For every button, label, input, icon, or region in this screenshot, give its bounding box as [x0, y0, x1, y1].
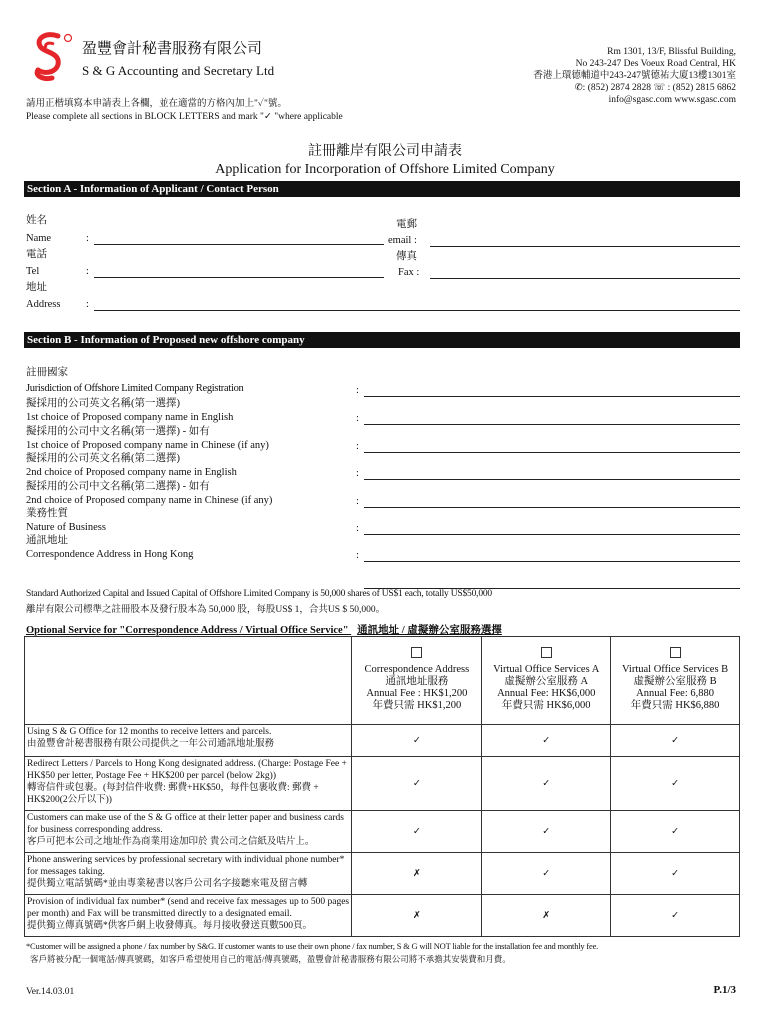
nature-label-cn: 業務性質: [26, 508, 68, 519]
vo-a-col-title-en: Virtual Office Services A: [493, 664, 600, 675]
service-row-cn: 客戶可把本公司之地址作為商業用途加印於 貴公司之信紙及咭片上。: [27, 837, 315, 847]
name-colon: :: [86, 233, 89, 244]
corr-col-fee-cn: 年費只需 HK$1,200: [372, 700, 462, 711]
service-row-desc: [25, 895, 352, 937]
second-en-name-colon: :: [356, 468, 359, 479]
optional-service-heading-en: Optional Service for "Correspondence Address / Virtual Office Service": [26, 625, 349, 636]
service-row-cn: 轉寄信件或包裹。(每封信件收費: 郵費+HK$50，每件包裹收費: 郵費 + HK$200(2公斤以下)): [27, 783, 319, 805]
tick-icon: ✓: [611, 853, 740, 895]
first-en-name-label: 1st choice of Proposed company name in English: [26, 412, 234, 423]
service-col-vo-a: [482, 637, 611, 725]
email-web: info@sgasc.com www.sgasc.com: [608, 95, 736, 105]
tel-field[interactable]: [94, 277, 384, 278]
vo-b-col-fee-en: Annual Fee: 6,880: [636, 688, 714, 699]
service-row: [25, 725, 740, 757]
address-label: Address: [26, 299, 61, 310]
second-en-name-field[interactable]: [364, 479, 740, 480]
vo-a-col-fee-en: Annual Fee: HK$6,000: [497, 688, 596, 699]
page-number: P.1/3: [713, 984, 736, 996]
jurisdiction-label: Jurisdiction of Offshore Limited Company Registration: [26, 383, 244, 394]
address-label-cn: 地址: [26, 282, 47, 293]
jurisdiction-colon: :: [356, 385, 359, 396]
tick-icon: ✓: [611, 757, 740, 811]
footnote-cn: 客戶將被分配一個電話/傳真號碼，如客戶希望使用自己的電話/傳真號碼，盈豐會計秘書服務有限公司將不承擔其安裝費和月費。: [30, 954, 511, 964]
form-title-cn: 註冊離岸有限公司申請表: [308, 144, 462, 159]
section-b-heading: Section B - Information of Proposed new offshore company: [24, 332, 740, 348]
corr-col-title-cn: 通訊地址服務: [385, 676, 449, 687]
fax-field[interactable]: [430, 278, 740, 279]
corr-checkbox[interactable]: [411, 647, 422, 658]
service-row-en: Provision of individual fax number* (send and receive fax messages up to 500 pages per month) and Fax will be transmitted directly to a designated email.: [27, 897, 350, 919]
corr-address-field[interactable]: [364, 561, 740, 562]
email-field[interactable]: [430, 246, 740, 247]
vo-b-col-title-en: Virtual Office Services B: [621, 664, 729, 675]
name-field[interactable]: [94, 244, 384, 245]
corr-address-label-cn: 通訊地址: [26, 535, 68, 546]
service-row-desc: [25, 725, 352, 757]
first-cn-name-label-cn: 擬採用的公司中文名稱(第一選擇) - 如有: [26, 426, 210, 437]
second-cn-name-label-cn: 擬採用的公司中文名稱(第二選擇) - 如有: [26, 481, 210, 492]
vo-a-col-title-cn: 虛擬辦公室服務 A: [504, 676, 589, 687]
capital-note-cn: 離岸有限公司標準之註冊股本及發行股本為 50,000 股，每股US$ 1，合共US $ 50,000。: [26, 605, 386, 615]
cross-icon: ✗: [352, 895, 482, 937]
second-cn-name-field[interactable]: [364, 507, 740, 508]
company-address: [406, 46, 736, 106]
service-row: [25, 811, 740, 853]
tel-label-cn: 電話: [26, 249, 47, 260]
vo-b-col-title-cn: 虛擬辦公室服務 B: [633, 676, 717, 687]
cross-icon: ✗: [352, 853, 482, 895]
tick-icon: ✓: [482, 725, 611, 757]
name-label: Name: [26, 233, 52, 244]
name-label-cn: 姓名: [26, 215, 47, 226]
jurisdiction-field[interactable]: [364, 396, 740, 397]
first-en-name-field[interactable]: [364, 424, 740, 425]
instruction-en: Please complete all sections in BLOCK LETTERS and mark "✓ "where applicable: [26, 112, 343, 122]
corr-col-title-en: Correspondence Address: [364, 664, 470, 675]
footnote-en: *Customer will be assigned a phone / fax number by S&G. If customer wants to use their own phone / fax number, S & G will NOT liable for the installation fee and monthly fee.: [26, 941, 599, 951]
address-line-cn: 香港上環德輔道中243-247號德祐大廈13樓1301室: [533, 71, 736, 81]
second-cn-name-colon: :: [356, 496, 359, 507]
service-row-en: Redirect Letters / Parcels to Hong Kong designated address. (Charge: Postage Fee + HK$50 per letter, Postage Fee + HK$200 per parcel (below 2kg)): [27, 759, 347, 781]
service-row: [25, 895, 740, 937]
nature-label: Nature of Business: [26, 522, 106, 533]
vo-a-checkbox[interactable]: [541, 647, 552, 658]
tick-icon: ✓: [611, 811, 740, 853]
service-row-en: Phone answering services by professional secretary with individual phone number* for messages taking.: [27, 855, 345, 877]
service-row-cn: 提供獨立傳真號碼*供客戶網上收發傳真。每月接收發送頁數500頁。: [27, 921, 313, 931]
tel-label: Tel: [26, 266, 40, 277]
email-label: email :: [388, 235, 417, 246]
address-field[interactable]: [94, 310, 740, 311]
service-row-cn: 提供獨立電話號碼*並由專業秘書以客戶公司名字接聽來電及留言轉: [27, 879, 308, 889]
address-line-2: No 243-247 Des Voeux Road Central, HK: [575, 59, 736, 69]
address-line-1: Rm 1301, 13/F, Blissful Building,: [607, 47, 736, 57]
service-row-en: Using S & G Office for 12 months to receive letters and parcels.: [27, 727, 272, 737]
cross-icon: ✗: [482, 895, 611, 937]
second-en-name-label-cn: 擬採用的公司英文名稱(第二選擇): [26, 453, 180, 464]
vo-b-checkbox[interactable]: [670, 647, 681, 658]
second-cn-name-label: 2nd choice of Proposed company name in Chinese (if any): [26, 495, 273, 506]
capital-note-en: Standard Authorized Capital and Issued Capital of Offshore Limited Company is 50,000 shares of US$1 each, totally US$50,000: [26, 589, 492, 599]
vo-b-col-fee-cn: 年費只需 HK$6,880: [630, 700, 720, 711]
phone-fax: ✆: (852) 2874 2828 ☏ : (852) 2815 6862: [574, 83, 736, 93]
email-label-cn: 電郵: [396, 219, 417, 230]
service-row-desc: [25, 757, 352, 811]
fax-label: Fax :: [398, 267, 420, 278]
address-colon: :: [86, 299, 89, 310]
service-row: [25, 853, 740, 895]
service-col-vo-b: [611, 637, 740, 725]
tick-icon: ✓: [482, 811, 611, 853]
tick-icon: ✓: [611, 725, 740, 757]
nature-colon: :: [356, 523, 359, 534]
service-table: [24, 636, 740, 937]
service-row-desc: [25, 853, 352, 895]
version-label: Ver.14.03.01: [26, 987, 75, 997]
company-name-en: S & G Accounting and Secretary Ltd: [82, 63, 275, 78]
first-en-name-colon: :: [356, 413, 359, 424]
optional-service-heading-cn: 通訊地址 / 虛擬辦公室服務選擇: [357, 625, 502, 636]
service-row-desc: [25, 811, 352, 853]
first-cn-name-label: 1st choice of Proposed company name in Chinese (if any): [26, 440, 269, 451]
company-name-cn: 盈豐會計秘書服務有限公司: [82, 41, 263, 57]
corr-col-fee-en: Annual Fee : HK$1,200: [366, 688, 468, 699]
instruction-cn: 請用正楷填寫本申請表上各欄，並在適當的方格內加上"✓"號。: [26, 99, 287, 109]
tick-icon: ✓: [352, 725, 482, 757]
second-en-name-label: 2nd choice of Proposed company name in English: [26, 467, 237, 478]
service-col-corr: [352, 637, 482, 725]
corr-address-colon: :: [356, 550, 359, 561]
tick-icon: ✓: [482, 853, 611, 895]
first-en-name-label-cn: 擬採用的公司英文名稱(第一選擇): [26, 398, 180, 409]
vo-a-col-fee-cn: 年費只需 HK$6,000: [501, 700, 591, 711]
service-header-blank: [25, 637, 352, 725]
form-title-en: Application for Incorporation of Offshore Limited Company: [215, 162, 555, 177]
service-row: [25, 757, 740, 811]
tel-colon: :: [86, 266, 89, 277]
jurisdiction-label-cn: 註冊國家: [26, 367, 68, 378]
section-a-heading: Section A - Information of Applicant / Contact Person: [24, 181, 740, 197]
tick-icon: ✓: [482, 757, 611, 811]
corr-address-label: Correspondence Address in Hong Kong: [26, 549, 194, 560]
tick-icon: ✓: [611, 895, 740, 937]
fax-label-cn: 傳真: [396, 251, 417, 262]
first-cn-name-colon: :: [356, 441, 359, 452]
tick-icon: ✓: [352, 811, 482, 853]
logo: [30, 30, 74, 82]
tick-icon: ✓: [352, 757, 482, 811]
nature-field[interactable]: [364, 534, 740, 535]
service-row-cn: 由盈豐會計秘書服務有限公司提供之一年公司通訊地址服務: [27, 739, 275, 749]
first-cn-name-field[interactable]: [364, 452, 740, 453]
service-row-en: Customers can make use of the S & G office at their letter paper and business cards for business corresponding address.: [27, 813, 344, 835]
